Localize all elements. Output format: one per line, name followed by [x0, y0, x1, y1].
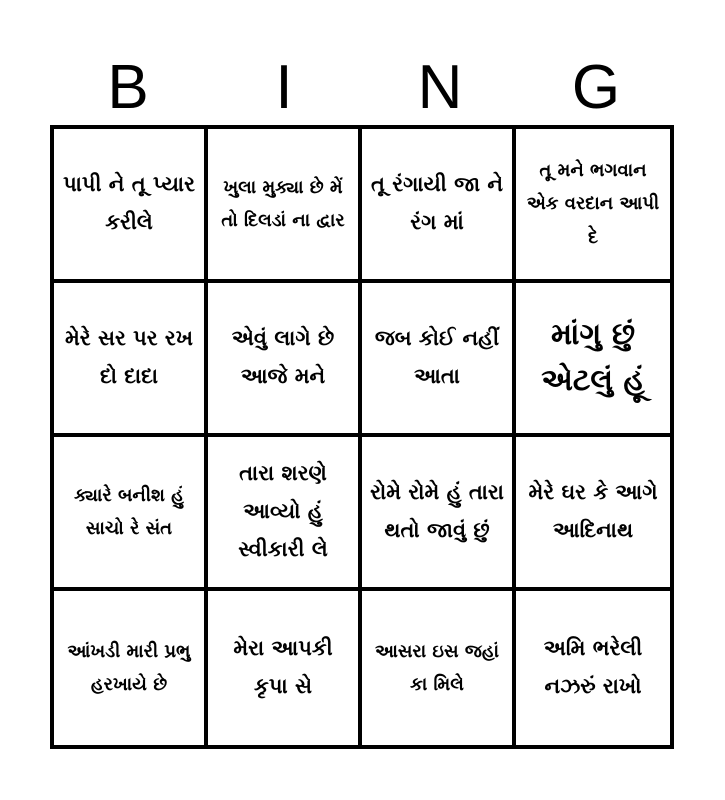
header-letter-i: I — [275, 53, 293, 122]
bingo-cell-text: એવું લાગે છે આજે મને — [231, 326, 335, 388]
bingo-cell-r3-c4[interactable] — [516, 437, 670, 591]
bingo-cell-text: આસરા ઇસ જહાં કા મિલે — [374, 640, 500, 695]
bingo-cell-text: માંગુ છું એટલું હૂં — [541, 316, 645, 398]
bingo-cell-text: ક્યારે બનીશ હું સાચો રે સંત — [74, 484, 184, 539]
bingo-cell-text: તારા શરણે આવ્યો હું સ્વીકારી લે — [238, 461, 328, 561]
bingo-cell-r3-c3[interactable] — [362, 437, 516, 591]
bingo-cell-r2-c4[interactable] — [516, 283, 670, 437]
bingo-cell-text: અમિ ભરેલી નઝરું રાખો — [543, 636, 643, 698]
bingo-cell-r2-c2[interactable] — [208, 283, 362, 437]
bingo-board — [50, 125, 674, 749]
bingo-cell-r1-c1[interactable] — [54, 129, 208, 283]
bingo-cell-text: તૂ મને ભગવાન એક વરદાન આપી દે — [526, 160, 660, 248]
bingo-cell-r4-c2[interactable] — [208, 591, 362, 745]
bingo-cell-text: મેરે ઘર કે આગે આદિનાથ — [528, 480, 658, 542]
bingo-header — [50, 50, 674, 126]
bingo-cell-r2-c3[interactable] — [362, 283, 516, 437]
bingo-cell-r1-c2[interactable] — [208, 129, 362, 283]
bingo-cell-r1-c3[interactable] — [362, 129, 516, 283]
header-letter-b: B — [107, 53, 149, 122]
bingo-cell-r4-c1[interactable] — [54, 591, 208, 745]
bingo-cell-text: મેરે સર પર રખ દો દાદા — [64, 326, 194, 388]
bingo-cell-text: ખુલા મુક્યા છે મેં તો દિલડાં ના દ્વાર — [221, 176, 345, 231]
bingo-cell-text: જબ કોઈ નહીં આતા — [374, 326, 500, 388]
header-letter-g: G — [571, 53, 621, 122]
bingo-cell-text: પાપી ને તૂ પ્યાર કરીલે — [63, 172, 195, 234]
bingo-cell-r3-c2[interactable] — [208, 437, 362, 591]
bingo-cell-r4-c4[interactable] — [516, 591, 670, 745]
bingo-cell-text: આંખડી મારી પ્રભુ હરખાયે છે — [67, 640, 191, 695]
bingo-cell-r3-c1[interactable] — [54, 437, 208, 591]
bingo-cell-text: રોમે રોમે હું તારા થતો જાવું છું — [370, 480, 504, 542]
header-letter-n: N — [417, 53, 463, 122]
bingo-cell-r4-c3[interactable] — [362, 591, 516, 745]
bingo-cell-r1-c4[interactable] — [516, 129, 670, 283]
bingo-cell-text: મેરા આપકી કૃપા સે — [233, 636, 333, 698]
bingo-cell-text: તૂ રંગાયી જા ને રંગ માં — [371, 172, 503, 234]
bingo-cell-r2-c1[interactable] — [54, 283, 208, 437]
